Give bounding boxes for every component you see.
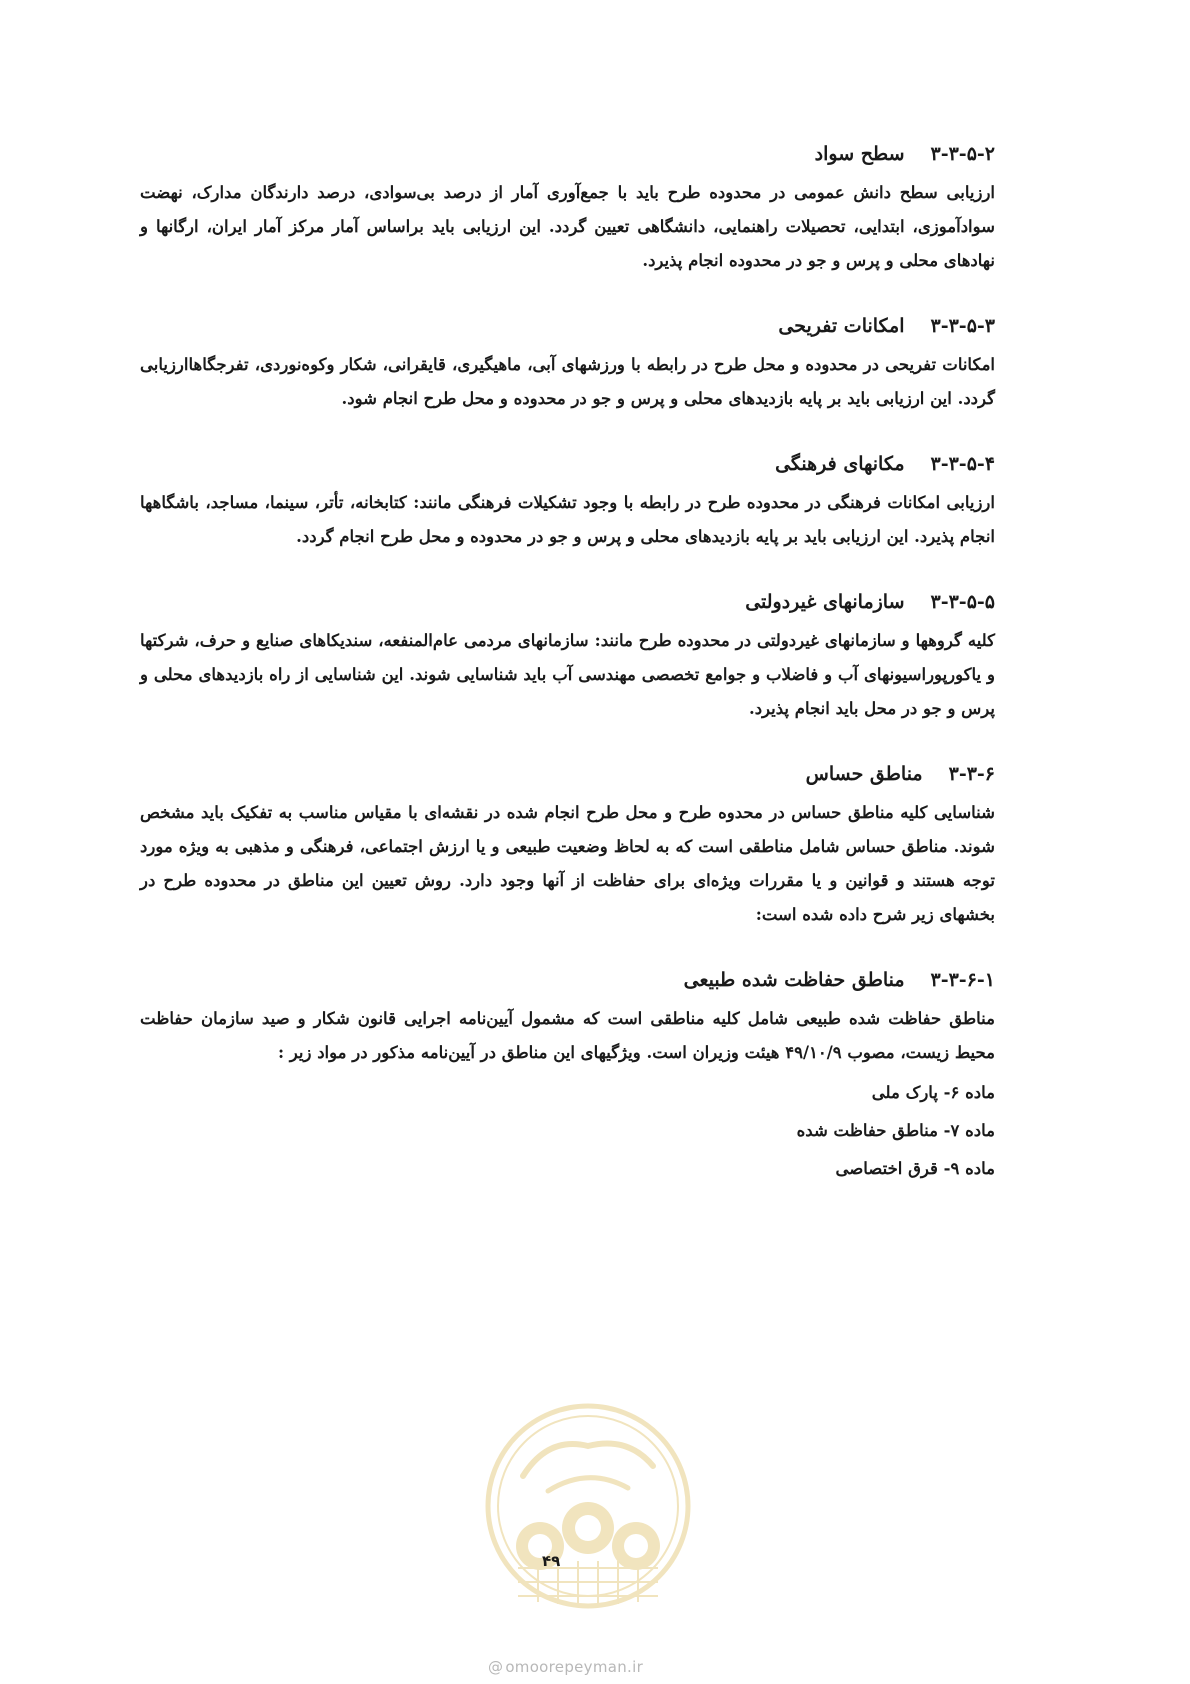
section-heading: [140, 312, 995, 340]
section-paragraph: کلیه گروهها و سازمانهای غیردولتی در محدوده طرح مانند: سازمانهای مردمی عام‌المنفعه، سندیکاهای صنایع و حرف، شرکتها و یاکورپوراسیونهای آب و فاضلاب و جوامع تخصصی مهندسی آب باید شناسایی شوند. این شناسایی از راه بازدیدهای محلی و پرس و جو در محل باید انجام پذیرد.: [140, 631, 995, 718]
section-number: ۳-۳-۶: [948, 763, 995, 785]
section-literacy: [140, 140, 995, 278]
section-title: سطح سواد: [814, 143, 905, 165]
list-item: ماده ۹- قرق اختصاصی: [835, 1159, 995, 1178]
section-title: سازمانهای غیردولتی: [745, 591, 905, 613]
section-cultural-places: [140, 450, 995, 554]
list-item: ماده ۶- پارک ملی: [871, 1083, 995, 1102]
section-heading: [140, 760, 995, 788]
section-heading: [140, 140, 995, 168]
footer-website: [488, 1658, 643, 1676]
section-number: ۳-۳-۵-۴: [930, 453, 995, 475]
section-title: مکانهای فرهنگی: [775, 453, 905, 475]
section-heading: [140, 450, 995, 478]
section-recreation: [140, 312, 995, 416]
section-number: ۳-۳-۶-۱: [930, 969, 995, 991]
section-paragraph: ارزیابی امکانات فرهنگی در محدوده طرح در رابطه با وجود تشکیلات فرهنگی مانند: کتابخانه، تأتر، سینما، مساجد، باشگاهها انجام پذیرد. این ارزیابی باید بر پایه بازدیدهای محلی و پرس و جو در محدوده و محل طرح انجام گردد.: [140, 493, 995, 546]
section-title: مناطق حساس: [805, 763, 923, 785]
section-protected-areas: [140, 966, 995, 1188]
section-paragraph: ارزیابی سطح دانش عمومی در محدوده طرح باید با جمع‌آوری آمار از درصد بی‌سوادی، درصد دارندگان مدارک، نهضت سوادآموزی، ابتدایی، تحصیلات راهنمایی، دانشگاهی تعیین گردد. این ارزیابی باید براساس آمار مرکز آمار ایران، ارگانها و نهادهای محلی و پرس و جو در محدوده انجام پذیرد.: [140, 183, 995, 270]
section-paragraph: شناسایی کلیه مناطق حساس در محدوه طرح و محل طرح انجام شده در نقشه‌ای با مقیاس مناسب به تفکیک باید مشخص شوند. مناطق حساس شامل مناطقی است که به لحاظ وضعیت طبیعی و یا ارزش اجتماعی، فرهنگی و مذهبی به ویژه مورد توجه هستند و قوانین و یا مقررات ویژه‌ای برای حفاظت از آنها وجود دارد. روش تعیین این مناطق در محدوده طرح در بخشهای زیر شرح داده شده است:: [140, 803, 995, 924]
section-heading: [140, 966, 995, 994]
article-list: [140, 1074, 995, 1188]
section-title: امکانات تفریحی: [778, 315, 905, 337]
section-number: ۳-۳-۵-۵: [930, 591, 995, 613]
watermark-seal-logo: [478, 1396, 698, 1616]
section-ngos: [140, 588, 995, 726]
footer-url-text: omoorepeyman.ir: [505, 1658, 644, 1676]
content: [140, 140, 995, 1222]
section-sensitive-areas: [140, 760, 995, 932]
section-number: ۳-۳-۵-۲: [930, 143, 995, 165]
section-heading: [140, 588, 995, 616]
list-item: ماده ۷- مناطق حفاظت شده: [796, 1121, 995, 1140]
section-paragraph: امکانات تفریحی در محدوده و محل طرح در رابطه با ورزشهای آبی، ماهیگیری، قایقرانی، شکار وکوه‌نوردی، تفرجگاهاارزیابی گردد. این ارزیابی باید بر پایه بازدیدهای محلی و پرس و جو در محدوده و محل طرح انجام شود.: [140, 355, 995, 408]
section-paragraph: مناطق حفاظت شده طبیعی شامل کلیه مناطقی است که مشمول آیین‌نامه اجرایی قانون شکار و صید سازمان حفاظت محیط زیست، مصوب ۴۹/۱۰/۹ هیئت وزیران است. ویژگیهای این مناطق در آیین‌نامه مذکور در مواد زیر :: [140, 1009, 995, 1062]
section-title: مناطق حفاظت شده طبیعی: [683, 969, 905, 991]
at-sign-icon: @: [488, 1658, 504, 1676]
page-number: ۴۹: [542, 1552, 561, 1570]
section-number: ۳-۳-۵-۳: [930, 315, 995, 337]
